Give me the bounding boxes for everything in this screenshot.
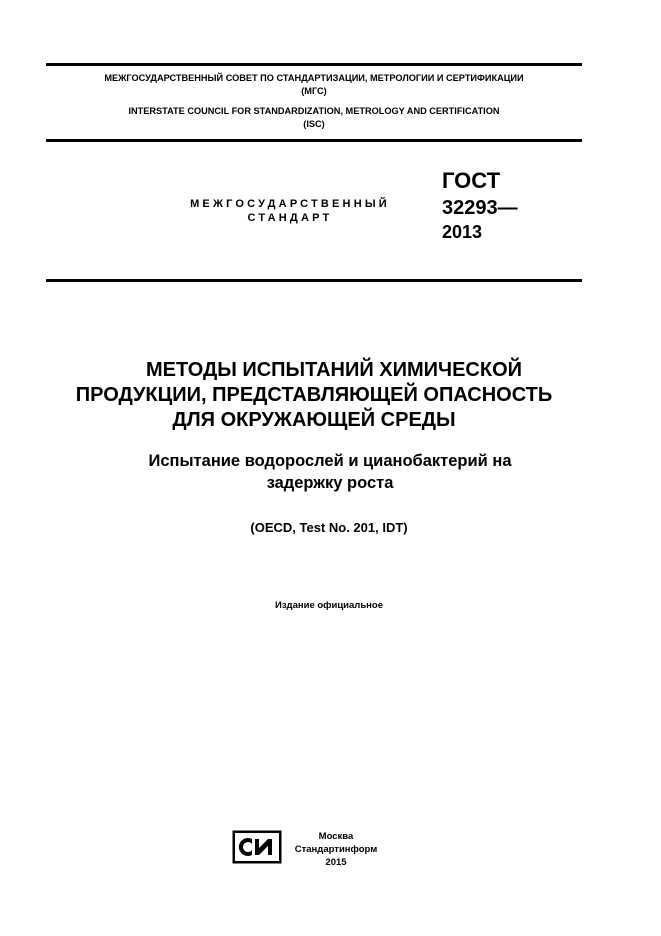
standard-type-line1: МЕЖГОСУДАРСТВЕННЫЙ <box>190 198 390 210</box>
council-abbr-en: (ISC) <box>303 119 325 129</box>
subtitle-line-2: задержку роста <box>266 474 394 492</box>
oecd-reference: (OECD, Test No. 201, IDT) <box>250 520 408 535</box>
gost-year: 2013 <box>442 222 483 242</box>
council-abbr-ru: (МГС) <box>301 86 327 96</box>
title-line-3: ДЛЯ ОКРУЖАЮЩЕЙ СРЕДЫ <box>172 409 456 431</box>
edition-note: Издание официальное <box>275 600 383 611</box>
standartinform-logo-icon <box>232 830 282 864</box>
subtitle-line-1: Испытание водорослей и цианобактерий на <box>148 452 512 470</box>
gost-label: ГОСТ <box>442 168 501 193</box>
top-rule <box>46 63 582 66</box>
gost-number: 32293— <box>442 197 518 219</box>
council-name-en: INTERSTATE COUNCIL FOR STANDARDIZATION, METROLOGY AND CERTIFICATION <box>128 106 500 116</box>
designation-rule <box>46 279 582 282</box>
publisher-city: Москва <box>318 831 354 842</box>
title-line-1: МЕТОДЫ ИСПЫТАНИЙ ХИМИЧЕСКОЙ <box>145 359 523 381</box>
standard-type-line2: СТАНДАРТ <box>247 212 333 224</box>
publisher-year: 2015 <box>325 857 347 868</box>
publisher-name: Стандартинформ <box>294 844 378 855</box>
title-line-2: ПРОДУКЦИИ, ПРЕДСТАВЛЯЮЩЕЙ ОПАСНОСТЬ <box>75 384 553 406</box>
header-rule <box>46 139 582 142</box>
council-name-ru: МЕЖГОСУДАРСТВЕННЫЙ СОВЕТ ПО СТАНДАРТИЗАЦИИ, МЕТРОЛОГИИ И СЕРТИФИКАЦИИ <box>104 73 524 83</box>
